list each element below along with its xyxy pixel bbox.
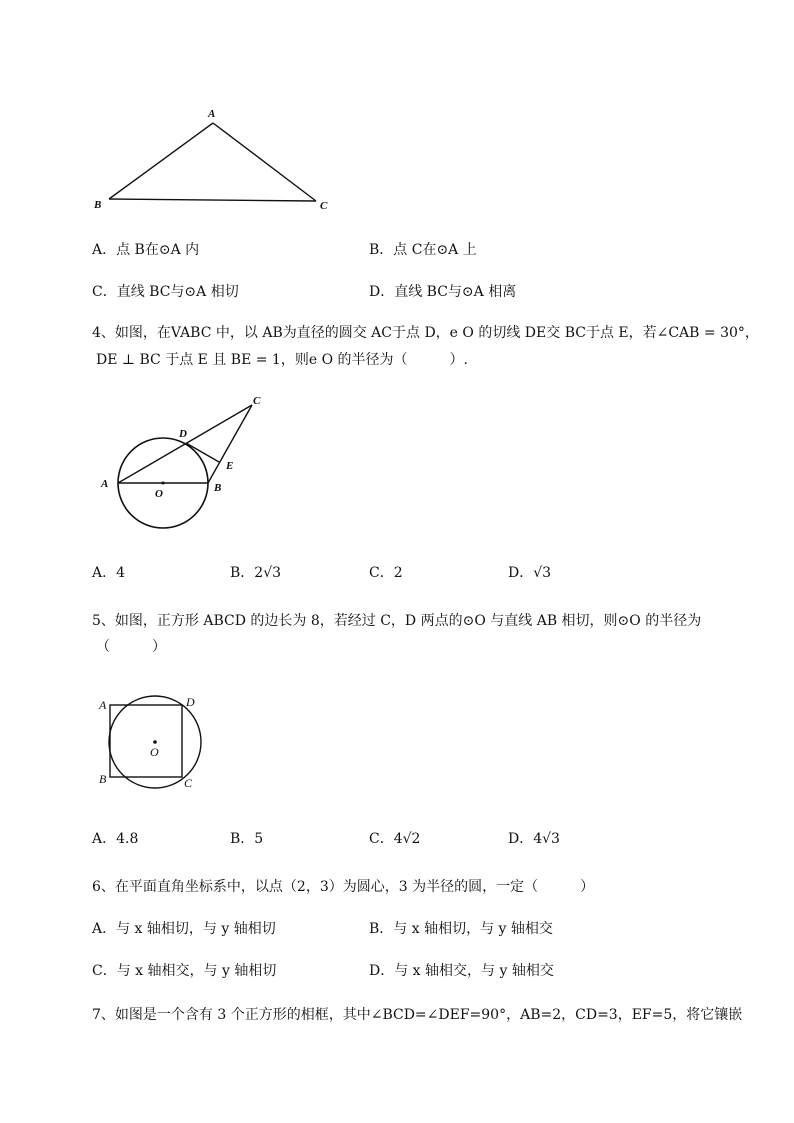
q6-option-d: D．与 x 轴相交，与 y 轴相交 — [369, 963, 554, 979]
q5-question-line1: 5、如图，正方形 ABCD 的边长为 8，若经过 C，D 两点的⊙O 与直线 AB 相切，则⊙O 的半径为 — [92, 613, 702, 629]
q4-question-line2: DE ⊥ BC 于点 E 且 BE = 1，则e O 的半径为（ ）. — [96, 352, 468, 368]
q5-option-a: A．4.8 — [92, 831, 139, 847]
q4-label-c: C — [253, 395, 261, 407]
q6-option-c: C．与 x 轴相交，与 y 轴相切 — [92, 963, 277, 979]
q4-option-b: B．2√3 — [230, 565, 282, 581]
label-a: A — [208, 108, 216, 120]
q4-label-b: B — [214, 482, 222, 494]
q5-option-c: C．4√2 — [369, 831, 421, 847]
q4-option-d: D．√3 — [508, 565, 552, 581]
q5-question-line2: （ ） — [96, 639, 166, 655]
q5-label-b: B — [99, 772, 107, 786]
q5-label-a: A — [99, 698, 107, 712]
q4-label-e: E — [226, 460, 234, 472]
q5-label-o: O — [150, 745, 159, 759]
q4-option-a: A．4 — [92, 565, 126, 581]
q6-option-b: B．与 x 轴相切，与 y 轴相交 — [369, 921, 553, 937]
q3-option-b: B．点 C在⊙A 上 — [369, 242, 477, 258]
q5-label-c: C — [184, 776, 193, 790]
label-b: B — [94, 199, 102, 211]
q6-question-line1: 6、在平面直角坐标系中，以点（2，3）为圆心，3 为半径的圆，一定（ ） — [92, 879, 595, 895]
q4-question-line1: 4、如图，在VABC 中，以 AB为直径的圆交 AC于点 D，e O 的切线 DE交 BC于点 E，若∠CAB = 30°， — [92, 325, 759, 341]
q6-option-a: A．与 x 轴相切，与 y 轴相切 — [92, 921, 276, 937]
q4-label-o: O — [155, 488, 163, 500]
q3-option-c: C．直线 BC与⊙A 相切 — [92, 284, 239, 300]
q7-question-line1: 7、如图是一个含有 3 个正方形的相框，其中∠BCD=∠DEF=90°，AB=2，CD=3，EF=5，将它镶嵌 — [92, 1007, 743, 1023]
q5-label-d: D — [186, 695, 195, 709]
q3-option-a: A．点 B在⊙A 内 — [92, 242, 200, 258]
q4-option-c: C．2 — [369, 565, 403, 581]
q5-option-b: B．5 — [230, 831, 264, 847]
q5-option-d: D．4√3 — [508, 831, 560, 847]
q3-option-d: D．直线 BC与⊙A 相离 — [369, 284, 517, 300]
q4-label-d: D — [179, 428, 187, 440]
label-c: C — [320, 200, 328, 212]
q4-label-a: A — [101, 478, 109, 490]
